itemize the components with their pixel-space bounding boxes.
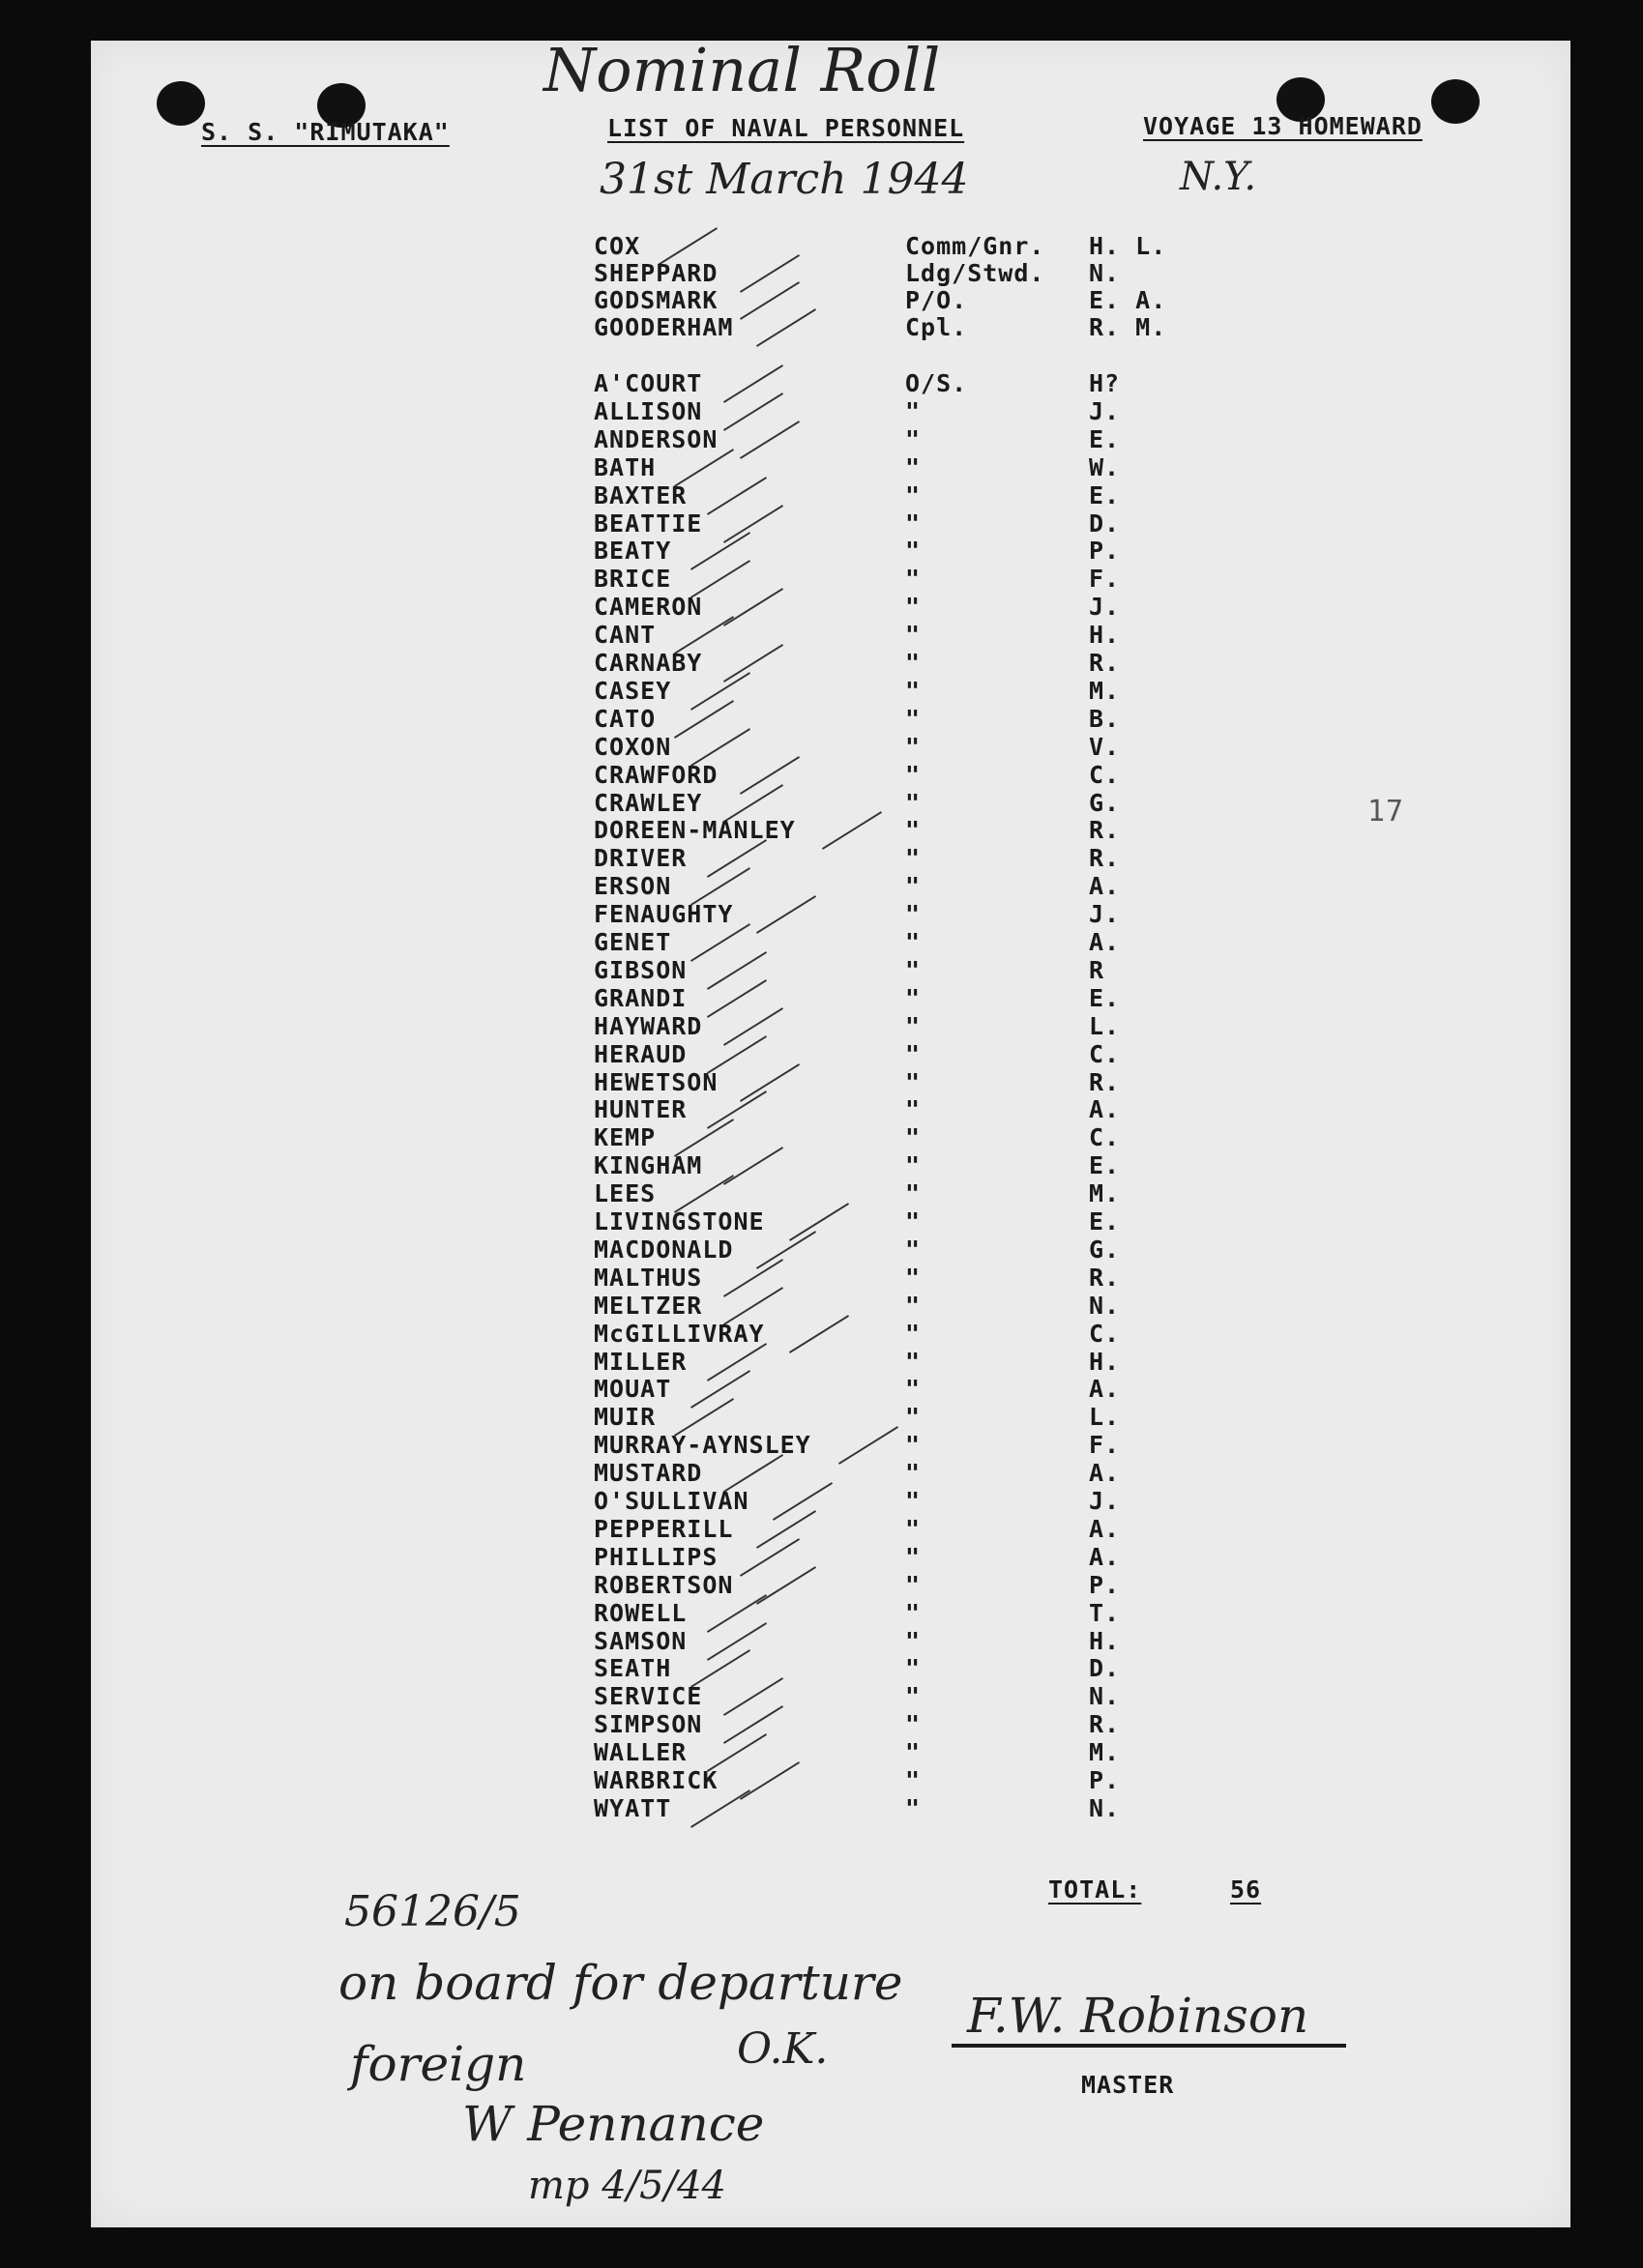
personnel-name: WYATT <box>594 1793 672 1822</box>
personnel-row <box>91 844 1570 872</box>
personnel-row <box>91 1627 1570 1655</box>
personnel-row <box>91 649 1570 677</box>
personnel-initials: R. <box>1089 1263 1121 1292</box>
personnel-name: BATH <box>594 452 657 481</box>
punch-hole <box>1431 79 1480 124</box>
personnel-row <box>91 1682 1570 1710</box>
personnel-row <box>91 761 1570 789</box>
personnel-row <box>91 565 1570 593</box>
personnel-row <box>91 537 1570 565</box>
personnel-initials: G. <box>1089 788 1121 817</box>
personnel-name: ROWELL <box>594 1598 688 1627</box>
handwritten-file-ref: 56126/5 <box>344 1887 521 1936</box>
personnel-rank: O/S. <box>905 369 968 397</box>
handwritten-ok: O.K. <box>737 2024 829 2074</box>
personnel-name: KEMP <box>594 1123 657 1152</box>
personnel-name: DOREEN-MANLEY <box>594 816 796 845</box>
personnel-name: WARBRICK <box>594 1766 719 1794</box>
personnel-rank: " <box>905 649 922 677</box>
personnel-initials: M. <box>1089 1738 1121 1767</box>
personnel-initials: R <box>1089 955 1105 984</box>
personnel-initials: E. A. <box>1089 286 1167 314</box>
personnel-rank: " <box>905 1793 922 1822</box>
personnel-initials: P. <box>1089 1570 1121 1599</box>
personnel-row <box>91 425 1570 453</box>
personnel-name: SAMSON <box>594 1626 688 1655</box>
handwritten-signoff: W Pennance <box>462 2096 765 2152</box>
personnel-initials: F. <box>1089 1431 1121 1460</box>
personnel-row <box>91 984 1570 1012</box>
personnel-name: ANDERSON <box>594 424 719 453</box>
personnel-row <box>91 900 1570 928</box>
personnel-initials: N. <box>1089 1291 1121 1320</box>
personnel-row <box>91 453 1570 481</box>
personnel-row <box>91 1264 1570 1292</box>
handwritten-ny: N.Y. <box>1180 155 1257 199</box>
personnel-rank: " <box>905 844 922 873</box>
personnel-row <box>91 1236 1570 1264</box>
personnel-row <box>91 1599 1570 1627</box>
personnel-row <box>91 1292 1570 1320</box>
personnel-initials: B. <box>1089 704 1121 733</box>
personnel-rank: " <box>905 1403 922 1432</box>
personnel-rank: " <box>905 1291 922 1320</box>
personnel-name: PHILLIPS <box>594 1542 719 1571</box>
personnel-rank: " <box>905 1738 922 1767</box>
personnel-name: HERAUD <box>594 1039 688 1068</box>
personnel-row <box>91 1738 1570 1766</box>
personnel-initials: A. <box>1089 928 1121 956</box>
handwritten-note-foreign: foreign <box>350 2036 527 2092</box>
personnel-initials: L. <box>1089 1011 1121 1040</box>
personnel-rank: " <box>905 396 922 425</box>
personnel-row <box>91 481 1570 509</box>
personnel-initials: F. <box>1089 565 1121 594</box>
personnel-row <box>91 1543 1570 1571</box>
personnel-initials: H. <box>1089 1626 1121 1655</box>
personnel-rank: " <box>905 900 922 929</box>
personnel-name: HAYWARD <box>594 1011 703 1040</box>
personnel-initials: E. <box>1089 983 1121 1012</box>
personnel-initials: C. <box>1089 1039 1121 1068</box>
personnel-initials: E. <box>1089 1207 1121 1236</box>
personnel-name: CRAWFORD <box>594 760 719 789</box>
personnel-name: ALLISON <box>594 396 703 425</box>
personnel-initials: A. <box>1089 1514 1121 1543</box>
personnel-row <box>91 677 1570 705</box>
personnel-row <box>91 1487 1570 1515</box>
personnel-rank: " <box>905 565 922 594</box>
personnel-row <box>91 369 1570 397</box>
personnel-row <box>91 621 1570 649</box>
personnel-rank: " <box>905 1179 922 1208</box>
personnel-name: ERSON <box>594 872 672 901</box>
personnel-name: SIMPSON <box>594 1710 703 1739</box>
personnel-row <box>91 313 1570 341</box>
personnel-initials: A. <box>1089 1375 1121 1404</box>
personnel-name: CASEY <box>594 676 672 705</box>
personnel-name: MELTZER <box>594 1291 703 1320</box>
personnel-name: MILLER <box>594 1347 688 1376</box>
personnel-initials: N. <box>1089 1682 1121 1711</box>
personnel-rank: " <box>905 452 922 481</box>
document-page <box>91 35 1570 2227</box>
personnel-rank: " <box>905 537 922 566</box>
personnel-initials: N. <box>1089 259 1121 287</box>
personnel-rank: " <box>905 1766 922 1794</box>
personnel-name: BRICE <box>594 565 672 594</box>
personnel-name: PEPPERILL <box>594 1514 734 1543</box>
personnel-name: LEES <box>594 1179 657 1208</box>
personnel-name: CAMERON <box>594 593 703 622</box>
personnel-row <box>91 593 1570 621</box>
personnel-initials: D. <box>1089 509 1121 538</box>
personnel-name: GENET <box>594 928 672 956</box>
personnel-row <box>91 1095 1570 1123</box>
personnel-name: FENAUGHTY <box>594 900 734 929</box>
personnel-initials: T. <box>1089 1598 1121 1627</box>
personnel-name: SEATH <box>594 1654 672 1683</box>
personnel-name: BEATY <box>594 537 672 566</box>
personnel-name: MALTHUS <box>594 1263 703 1292</box>
personnel-row <box>91 509 1570 538</box>
personnel-rank: " <box>905 1375 922 1404</box>
personnel-rank: " <box>905 1123 922 1152</box>
personnel-name: MUSTARD <box>594 1459 703 1488</box>
handwritten-title: Nominal Roll <box>543 35 941 105</box>
personnel-initials: H. <box>1089 621 1121 650</box>
personnel-initials: N. <box>1089 1793 1121 1822</box>
personnel-rank: " <box>905 955 922 984</box>
personnel-row <box>91 1654 1570 1682</box>
personnel-rank: " <box>905 1598 922 1627</box>
personnel-initials: R. <box>1089 844 1121 873</box>
personnel-name: MACDONALD <box>594 1235 734 1264</box>
personnel-name: GOODERHAM <box>594 313 734 341</box>
personnel-rank: P/O. <box>905 286 968 314</box>
personnel-name: GODSMARK <box>594 286 719 314</box>
personnel-name: ROBERTSON <box>594 1570 734 1599</box>
personnel-rank: " <box>905 1459 922 1488</box>
personnel-rank: " <box>905 593 922 622</box>
personnel-row <box>91 232 1570 260</box>
personnel-name: BAXTER <box>594 480 688 509</box>
personnel-initials: A. <box>1089 1542 1121 1571</box>
personnel-row <box>91 1710 1570 1738</box>
personnel-initials: C. <box>1089 760 1121 789</box>
personnel-initials: R. M. <box>1089 313 1167 341</box>
personnel-initials: A. <box>1089 1459 1121 1488</box>
personnel-row <box>91 1207 1570 1236</box>
personnel-initials: V. <box>1089 732 1121 761</box>
personnel-rank: " <box>905 1207 922 1236</box>
personnel-row <box>91 789 1570 817</box>
personnel-initials: P. <box>1089 537 1121 566</box>
personnel-name: A'COURT <box>594 369 703 397</box>
personnel-row <box>91 259 1570 287</box>
personnel-initials: R. <box>1089 816 1121 845</box>
personnel-row <box>91 1375 1570 1403</box>
personnel-name: CATO <box>594 704 657 733</box>
personnel-rank: " <box>905 424 922 453</box>
personnel-initials: H? <box>1089 369 1121 397</box>
personnel-row <box>91 733 1570 761</box>
personnel-rank: " <box>905 1151 922 1180</box>
ship-name: S. S. "RIMUTAKA" <box>201 118 450 146</box>
personnel-initials: J. <box>1089 900 1121 929</box>
personnel-rank: " <box>905 1431 922 1460</box>
personnel-initials: W. <box>1089 452 1121 481</box>
personnel-initials: M. <box>1089 676 1121 705</box>
master-label: MASTER <box>1081 2071 1175 2099</box>
personnel-initials: E. <box>1089 424 1121 453</box>
personnel-name: O'SULLIVAN <box>594 1487 749 1515</box>
personnel-rank: " <box>905 816 922 845</box>
personnel-row <box>91 1403 1570 1431</box>
personnel-row <box>91 1123 1570 1151</box>
personnel-row <box>91 1794 1570 1822</box>
list-title: LIST OF NAVAL PERSONNEL <box>607 114 965 142</box>
personnel-row <box>91 1068 1570 1096</box>
personnel-rank: " <box>905 1011 922 1040</box>
personnel-initials: J. <box>1089 1487 1121 1515</box>
handwritten-signoff-date: mp 4/5/44 <box>528 2164 726 2208</box>
personnel-row <box>91 1431 1570 1459</box>
personnel-name: COX <box>594 232 641 260</box>
personnel-rank: " <box>905 676 922 705</box>
personnel-name: CARNABY <box>594 649 703 677</box>
personnel-rank: " <box>905 621 922 650</box>
personnel-rank: " <box>905 1654 922 1683</box>
personnel-initials: G. <box>1089 1235 1121 1264</box>
personnel-name: MUIR <box>594 1403 657 1432</box>
voyage-label: VOYAGE 13 HOMEWARD <box>1143 112 1423 140</box>
personnel-rank: " <box>905 760 922 789</box>
personnel-name: GRANDI <box>594 983 688 1012</box>
personnel-row <box>91 705 1570 733</box>
personnel-initials: C. <box>1089 1319 1121 1348</box>
total-value: 56 <box>1230 1875 1262 1904</box>
personnel-initials: E. <box>1089 1151 1121 1180</box>
personnel-rank: " <box>905 983 922 1012</box>
personnel-rank: " <box>905 480 922 509</box>
check-mark <box>690 1789 750 1828</box>
personnel-row <box>91 1766 1570 1794</box>
personnel-rank: Cpl. <box>905 313 968 341</box>
personnel-initials: P. <box>1089 1766 1121 1794</box>
personnel-rank: Ldg/Stwd. <box>905 259 1045 287</box>
personnel-initials: J. <box>1089 593 1121 622</box>
personnel-rank: " <box>905 1514 922 1543</box>
personnel-name: MOUAT <box>594 1375 672 1404</box>
personnel-rank: " <box>905 1710 922 1739</box>
personnel-row <box>91 1040 1570 1068</box>
personnel-name: CANT <box>594 621 657 650</box>
personnel-row <box>91 816 1570 844</box>
personnel-rank: " <box>905 872 922 901</box>
personnel-row <box>91 1320 1570 1348</box>
personnel-rank: " <box>905 1235 922 1264</box>
personnel-row <box>91 286 1570 314</box>
personnel-name: GIBSON <box>594 955 688 984</box>
personnel-initials: A. <box>1089 1095 1121 1124</box>
personnel-name: SERVICE <box>594 1682 703 1711</box>
handwritten-date: 31st March 1944 <box>600 155 969 204</box>
personnel-rank: " <box>905 509 922 538</box>
personnel-initials: R. <box>1089 1710 1121 1739</box>
personnel-rank: Comm/Gnr. <box>905 232 1045 260</box>
personnel-initials: M. <box>1089 1179 1121 1208</box>
personnel-name: KINGHAM <box>594 1151 703 1180</box>
personnel-row <box>91 397 1570 425</box>
personnel-row <box>91 1348 1570 1376</box>
page-number: 17 <box>1367 795 1405 829</box>
personnel-row <box>91 1515 1570 1543</box>
personnel-rank: " <box>905 1347 922 1376</box>
personnel-rank: " <box>905 1542 922 1571</box>
personnel-name: WALLER <box>594 1738 688 1767</box>
personnel-initials: C. <box>1089 1123 1121 1152</box>
personnel-rank: " <box>905 1263 922 1292</box>
personnel-row <box>91 1151 1570 1179</box>
personnel-rank: " <box>905 1626 922 1655</box>
personnel-initials: H. L. <box>1089 232 1167 260</box>
personnel-name: CRAWLEY <box>594 788 703 817</box>
personnel-rank: " <box>905 1682 922 1711</box>
personnel-row <box>91 1571 1570 1599</box>
personnel-rank: " <box>905 1039 922 1068</box>
personnel-rank: " <box>905 1319 922 1348</box>
personnel-rank: " <box>905 1095 922 1124</box>
handwritten-note: on board for departure <box>338 1955 903 2011</box>
personnel-initials: R. <box>1089 649 1121 677</box>
personnel-name: DRIVER <box>594 844 688 873</box>
personnel-rank: " <box>905 704 922 733</box>
personnel-rank: " <box>905 732 922 761</box>
personnel-name: HEWETSON <box>594 1067 719 1096</box>
personnel-name: LIVINGSTONE <box>594 1207 765 1236</box>
personnel-initials: L. <box>1089 1403 1121 1432</box>
personnel-initials: E. <box>1089 480 1121 509</box>
personnel-initials: H. <box>1089 1347 1121 1376</box>
personnel-initials: J. <box>1089 396 1121 425</box>
personnel-row <box>91 1179 1570 1207</box>
personnel-rank: " <box>905 1570 922 1599</box>
personnel-row <box>91 1012 1570 1040</box>
check-mark <box>756 308 816 347</box>
signature-line <box>952 2044 1346 2048</box>
personnel-name: SHEPPARD <box>594 259 719 287</box>
personnel-rank: " <box>905 1067 922 1096</box>
personnel-row <box>91 872 1570 900</box>
personnel-name: BEATTIE <box>594 509 703 538</box>
punch-hole <box>157 81 205 126</box>
personnel-initials: D. <box>1089 1654 1121 1683</box>
personnel-name: McGILLIVRAY <box>594 1319 765 1348</box>
personnel-rank: " <box>905 788 922 817</box>
total-label: TOTAL: <box>1048 1875 1142 1904</box>
personnel-rank: " <box>905 1487 922 1515</box>
master-signature: F.W. Robinson <box>967 1988 1309 2044</box>
personnel-initials: R. <box>1089 1067 1121 1096</box>
personnel-initials: A. <box>1089 872 1121 901</box>
personnel-rank: " <box>905 928 922 956</box>
personnel-row <box>91 928 1570 956</box>
personnel-name: MURRAY-AYNSLEY <box>594 1431 811 1460</box>
personnel-row <box>91 956 1570 984</box>
personnel-name: COXON <box>594 732 672 761</box>
personnel-name: HUNTER <box>594 1095 688 1124</box>
